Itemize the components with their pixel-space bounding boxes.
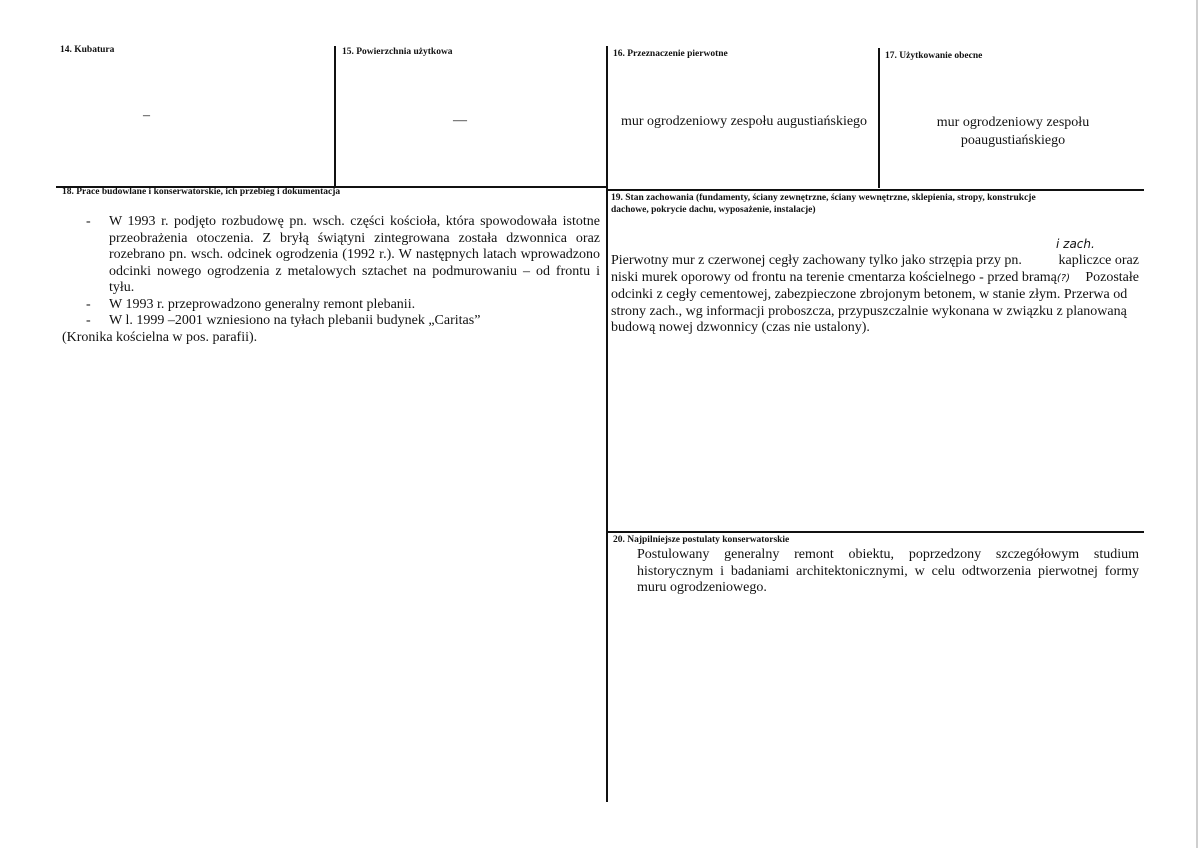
field-19-line-1-b: kapliczce oraz xyxy=(1058,253,1139,268)
field-18-item-2-text: W 1993 r. przeprowadzono generalny remont plebanii. xyxy=(109,296,416,312)
field-19-line-4: strony zach., wg informacji proboszcza, przypuszczalnie wykonana w związku z planowaną xyxy=(611,303,1127,319)
field-14-value: – xyxy=(143,108,150,123)
dash-bullet: - xyxy=(86,214,91,229)
field-17-value-line-1: mur ogrodzeniowy zespołu xyxy=(936,115,1090,130)
rule-section-19 xyxy=(606,189,1144,191)
field-18-item-3 xyxy=(86,313,600,330)
field-15-header: 15. Powierzchnia użytkowa xyxy=(342,47,453,57)
field-19-header-line-1: 19. Stan zachowania (fundamenty, ściany zewnętrzne, ściany wewnętrzne, sklepienia, stropy, konstrukcje xyxy=(611,193,1036,203)
field-17-header: 17. Użytkowanie obecne xyxy=(885,51,983,61)
dash-bullet: - xyxy=(86,296,91,312)
field-19-line-5: budową nowej dzwonnicy (czas nie ustalony). xyxy=(611,320,870,335)
field-19-line-3: odcinki z cegły cementowej, zabezpieczone zbrojonym betonem, w stanie złym. Przerwa od xyxy=(611,287,1128,302)
divider-18-19 xyxy=(606,186,608,802)
field-19-line-1-a: Pierwotny mur z czerwonej cegły zachowany tylko jako strzępia przy pn. xyxy=(611,253,1022,268)
field-17-value-line-2: poaugustiańskiego xyxy=(960,133,1066,148)
field-19-body xyxy=(611,253,1139,337)
dash-bullet: - xyxy=(86,313,91,328)
field-14-header: 14. Kubatura xyxy=(60,45,115,55)
field-19-line-2-mark: (?) xyxy=(1056,272,1071,284)
field-17-value xyxy=(884,114,1142,150)
field-19-handwritten-note: i zach. xyxy=(1056,237,1095,251)
field-18-source: (Kronika kościelna w pos. parafii). xyxy=(62,329,258,345)
field-20-body: Postulowany generalny remont obiektu, poprzedzony szczegółowym studium historycznym i badaniami architektonicznymi, w celu odtworzenia pierwotnej formy muru ogrodzeniowego. xyxy=(637,547,1139,595)
field-18-header: 18. Prace budowlane i konserwatorskie, ich przebieg i dokumentacja xyxy=(62,187,341,197)
field-19-line-2-a: niski murek oporowy od frontu na terenie cmentarza kościelnego - przed bramą xyxy=(611,269,1057,285)
field-16-value: mur ogrodzeniowy zespołu augustiańskiego xyxy=(620,114,868,129)
divider-15-16 xyxy=(606,46,608,186)
field-19-line-1 xyxy=(611,253,1139,270)
field-18-item-1 xyxy=(86,214,600,297)
field-19-line-2 xyxy=(611,270,1139,288)
divider-16-17 xyxy=(878,48,880,188)
field-15-value: — xyxy=(453,113,467,128)
field-18-item-3-text: W l. 1999 –2001 wzniesiono na tyłach plebanii budynek „Caritas” xyxy=(109,313,481,328)
divider-14-15 xyxy=(334,46,336,186)
field-18-list xyxy=(86,214,600,330)
field-19-line-2-text xyxy=(611,270,1070,288)
rule-section-20 xyxy=(606,531,1144,533)
field-16-header: 16. Przeznaczenie pierwotne xyxy=(613,49,728,59)
field-18-item-1-text: W 1993 r. podjęto rozbudowę pn. wsch. części kościoła, która spowodowała istotne przeobrażenia otoczenia. Z bryłą świątyni zintegrowana została dzwonnica oraz rozebrano pn. wsch. odcinek ogrodzenia (1992 r.). W następnych latach wprowadzono odcinki nowego ogrodzenia z metalowych sztachet na podmurowaniu – od frontu i tyłu. xyxy=(109,214,600,295)
field-19-header xyxy=(611,192,1141,216)
field-20-header: 20. Najpilniejsze postulaty konserwatorskie xyxy=(613,535,790,545)
field-19-header-line-2: dachowe, pokrycie dachu, wyposażenie, instalacje) xyxy=(611,205,816,215)
field-18-item-2 xyxy=(86,297,600,314)
field-18-body xyxy=(62,214,600,346)
field-19-line-2-b: Pozostałe xyxy=(1085,269,1139,285)
